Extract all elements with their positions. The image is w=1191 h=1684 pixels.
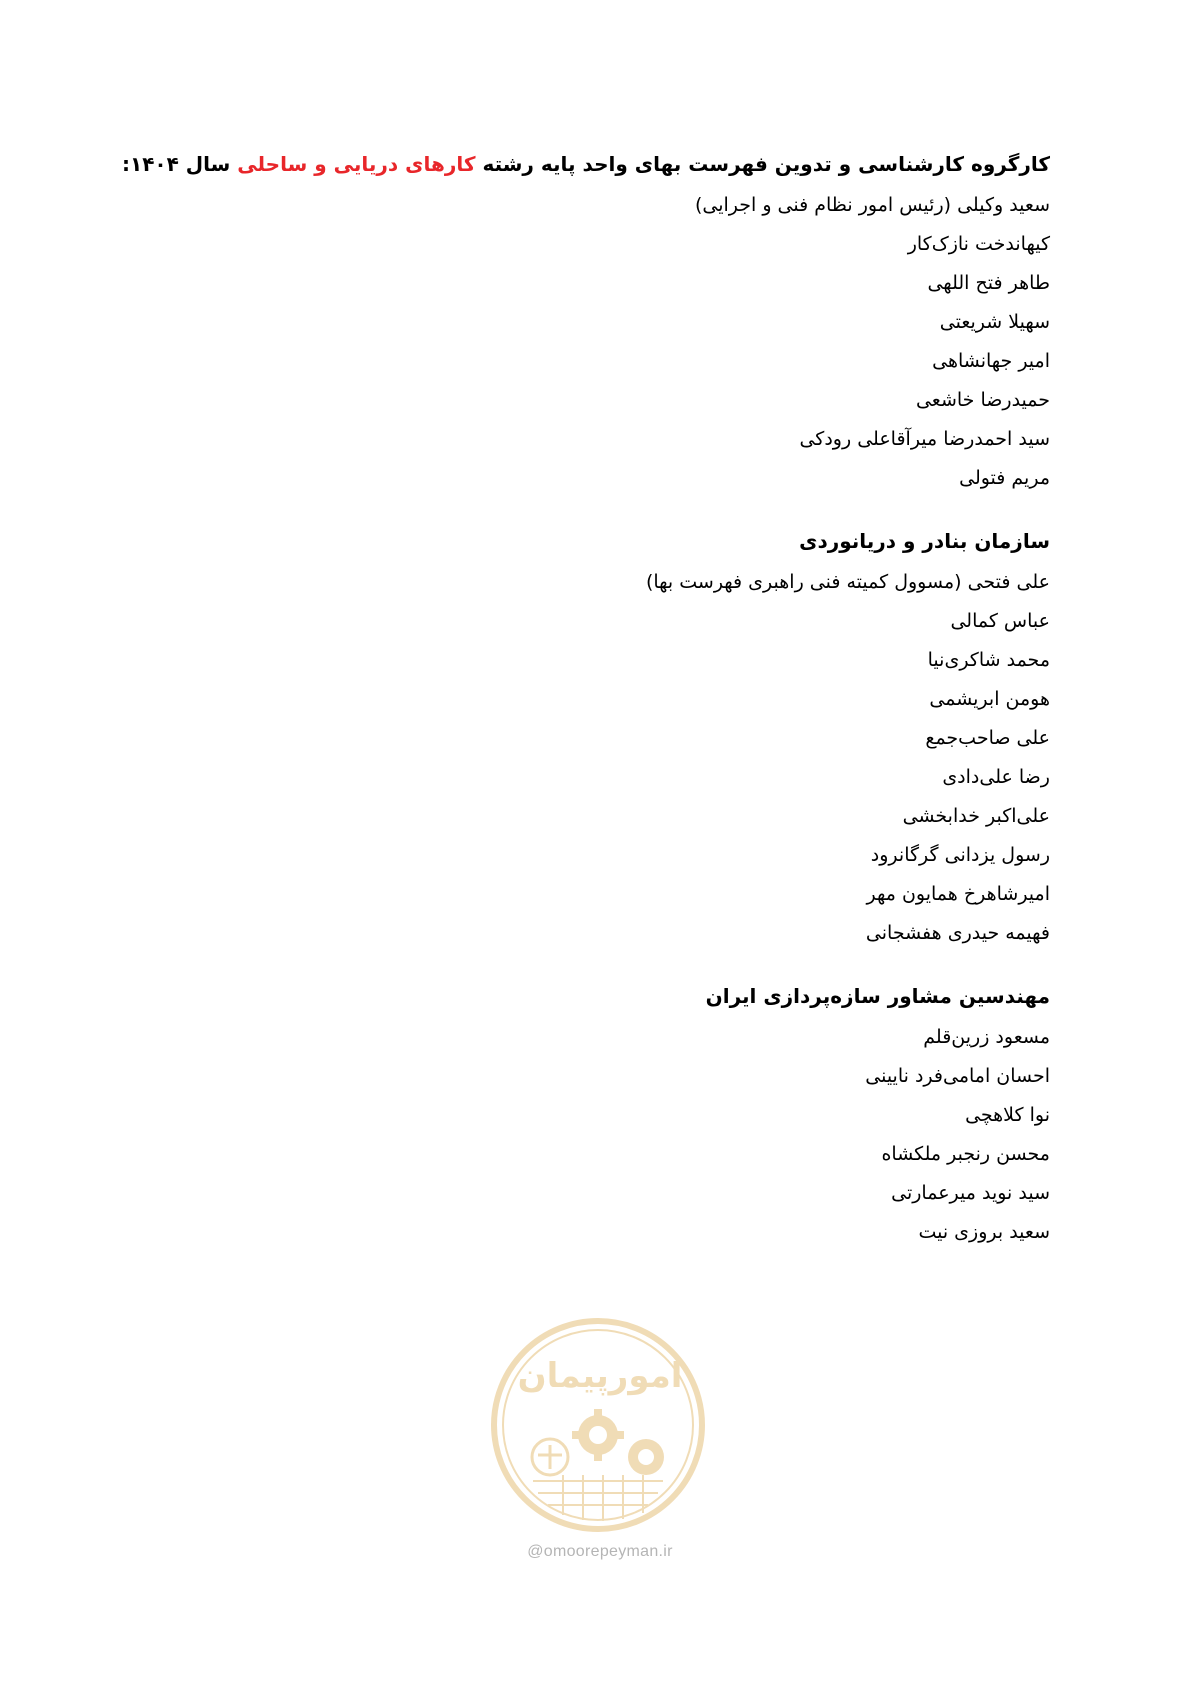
grid-icon xyxy=(533,1475,663,1521)
member-name: سهیلا شریعتی xyxy=(939,311,1050,333)
member-name: عباس کمالی xyxy=(950,610,1050,632)
group1-heading-part1: کارگروه کارشناسی و تدوین فهرست بهای واحد پایه رشته xyxy=(482,152,1050,176)
member-name: حمیدرضا خاشعی xyxy=(915,389,1050,411)
member-name: هومن ابریشمی xyxy=(929,688,1050,710)
section-gap xyxy=(190,953,1050,980)
member-name: سید نوید میرعمارتی xyxy=(891,1182,1050,1204)
group1-heading-part2: سال ۱۴۰۴: xyxy=(121,152,231,176)
watermark-logo xyxy=(488,1315,708,1535)
hardhat-icon xyxy=(628,1439,664,1475)
member-name: علی صاحب‌جمع xyxy=(925,727,1050,749)
member-name: احسان امامی‌فرد نایینی xyxy=(865,1065,1050,1087)
member-name: امیر جهانشاهی xyxy=(932,350,1050,372)
gear-icon xyxy=(572,1409,624,1461)
member-name: نوا کلاهچی xyxy=(965,1104,1050,1126)
group1-heading xyxy=(121,148,1050,186)
member-name: امیرشاهرخ همایون مهر xyxy=(866,883,1050,905)
member-name: محسن رنجبر ملکشاه xyxy=(881,1143,1050,1165)
group2-heading: سازمان بنادر و دریانوردی xyxy=(799,529,1050,553)
logo-text: امورپیمان xyxy=(517,1356,683,1396)
member-name: طاهر فتح اللهی xyxy=(927,272,1050,294)
member-name: فهیمه حیدری هفشجانی xyxy=(865,922,1050,944)
member-name: علی‌اکبر خدابخشی xyxy=(902,805,1050,827)
member-name: رضا علی‌دادی xyxy=(942,766,1050,788)
section-gap xyxy=(190,498,1050,525)
member-name: سعید وکیلی (رئیس امور نظام فنی و اجرایی) xyxy=(694,194,1050,216)
member-name: علی فتحی (مسوول کمیته فنی راهبری فهرست بها) xyxy=(645,571,1050,593)
member-name: سعید بروزی نیت xyxy=(918,1221,1050,1243)
member-name: کیهاندخت نازک‌کار xyxy=(907,233,1050,255)
watermark-url-text: omoorepeyman.ir xyxy=(543,1543,673,1560)
member-name: مسعود زرین‌قلم xyxy=(923,1026,1050,1048)
member-name: رسول یزدانی گرگانرود xyxy=(870,844,1050,866)
at-icon: @ xyxy=(527,1543,544,1560)
group3-heading: مهندسین مشاور سازه‌پردازی ایران xyxy=(705,984,1050,1008)
member-name: سید احمدرضا میرآقاعلی رودکی xyxy=(799,428,1050,450)
scale-icon xyxy=(532,1439,568,1475)
watermark-url xyxy=(500,1543,700,1561)
document-content xyxy=(121,148,1050,1252)
group1-heading-highlight: کارهای دریایی و ساحلی xyxy=(237,152,476,176)
member-name: محمد شاکری‌نیا xyxy=(927,649,1050,671)
member-name: مریم فتولی xyxy=(959,467,1050,489)
